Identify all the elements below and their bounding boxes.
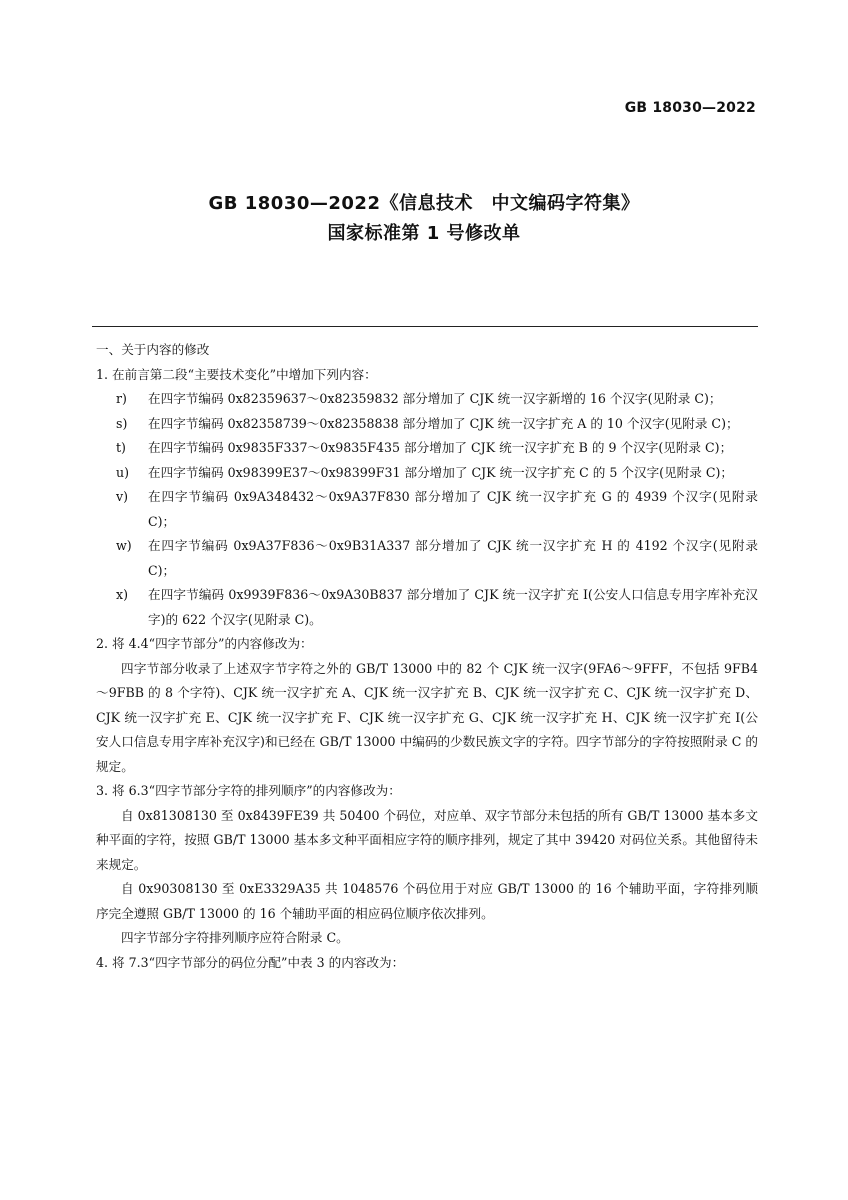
item-2-paragraph: 四字节部分收录了上述双字节字符之外的 GB/T 13000 中的 82 个 CJK 统一汉字(9FA6～9FFF，不包括 9FB4～9FBB 的 8 个字符)、CJK 统一汉字扩充 A、CJK 统一汉字扩充 B、CJK 统一汉字扩充 C、CJK 统一汉字扩充 D、CJK 统一汉字扩充 E、CJK 统一汉字扩充 F、CJK 统一汉字扩充 G、CJK 统一汉字扩充 H、CJK 统一汉字扩充 I(公安人口信息专用字库补充汉字)和已经在 GB/T 13000 中编码的少数民族文字的字符。四字节部分的字符按照附录 C 的规定。 bbox=[96, 660, 758, 774]
list-item-label: t) bbox=[116, 440, 126, 455]
document-subtitle: 国家标准第 1 号修改单 bbox=[327, 223, 521, 244]
list-item-label: u) bbox=[116, 464, 130, 480]
item-3-paragraph-2: 自 0x90308130 至 0xE3329A35 共 1048576 个码位用于对应 GB/T 13000 的 16 个辅助平面，字符排列顺序完全遵照 GB/T 13000 的 16 个辅助平面的相应码位顺序依次排列。 bbox=[96, 881, 758, 921]
list-item-label: x) bbox=[116, 587, 129, 602]
list-item-s bbox=[104, 412, 758, 437]
list-item-label: v) bbox=[116, 489, 129, 504]
list-item-text: 在四字节编码 0x9A37F836～0x9B31A337 部分增加了 CJK 统一汉字扩充 H 的 4192 个汉字(见附录 C)； bbox=[148, 538, 758, 578]
list-item-text: 在四字节编码 0x9939F836～0x9A30B837 部分增加了 CJK 统一汉字扩充 I(公安人口信息专用字库补充汉字)的 622 个汉字(见附录 C)。 bbox=[148, 587, 758, 627]
document-title: GB 18030—2022《信息技术 中文编码字符集》 bbox=[208, 193, 640, 214]
list-item-text: 在四字节编码 0x82358739～0x82358838 部分增加了 CJK 统一汉字扩充 A 的 10 个汉字(见附录 C)； bbox=[148, 415, 739, 431]
title-divider bbox=[92, 326, 758, 327]
list-item-text: 在四字节编码 0x82359637～0x82359832 部分增加了 CJK 统一汉字新增的 16 个汉字(见附录 C)； bbox=[148, 391, 722, 406]
list-item-label: r) bbox=[116, 391, 127, 406]
item-2-heading: 2. 将 4.4“四字节部分”的内容修改为： bbox=[96, 636, 313, 651]
list-item-t bbox=[104, 436, 758, 461]
item-3-paragraph-1: 自 0x81308130 至 0x8439FE39 共 50400 个码位，对应单、双字节部分未包括的所有 GB/T 13000 基本多文种平面的字符，按照 GB/T 13000 基本多文种平面相应字符的顺序排列，规定了其中 39420 对码位关系。其他留待未来规定。 bbox=[96, 807, 758, 872]
list-item-x bbox=[104, 583, 758, 632]
list-item-u bbox=[104, 461, 758, 486]
list-item-text: 在四字节编码 0x98399E37～0x98399F31 部分增加了 CJK 统一汉字扩充 C 的 5 个汉字(见附录 C)； bbox=[148, 464, 734, 480]
item-3-paragraph-3: 四字节部分字符排列顺序应符合附录 C。 bbox=[121, 930, 349, 945]
list-item-r bbox=[104, 387, 758, 412]
list-item-text: 在四字节编码 0x9835F337～0x9835F435 部分增加了 CJK 统一汉字扩充 B 的 9 个汉字(见附录 C)； bbox=[148, 440, 733, 455]
list-item-label: s) bbox=[116, 415, 128, 431]
item-1-heading: 1. 在前言第二段“主要技术变化”中增加下列内容： bbox=[96, 366, 377, 382]
standard-code-header: GB 18030—2022 bbox=[624, 100, 756, 116]
item-3-heading: 3. 将 6.3“四字节部分字符的排列顺序”的内容修改为： bbox=[96, 783, 401, 798]
item-4-heading: 4. 将 7.3“四字节部分的码位分配”中表 3 的内容改为： bbox=[96, 954, 405, 970]
list-item-label: w) bbox=[116, 538, 132, 553]
list-item-v bbox=[104, 485, 758, 534]
section-heading: 一、关于内容的修改 bbox=[96, 342, 210, 357]
list-item-text: 在四字节编码 0x9A348432～0x9A37F830 部分增加了 CJK 统一汉字扩充 G 的 4939 个汉字(见附录 C)； bbox=[148, 489, 758, 529]
list-item-w bbox=[104, 534, 758, 583]
document-body bbox=[96, 338, 758, 975]
